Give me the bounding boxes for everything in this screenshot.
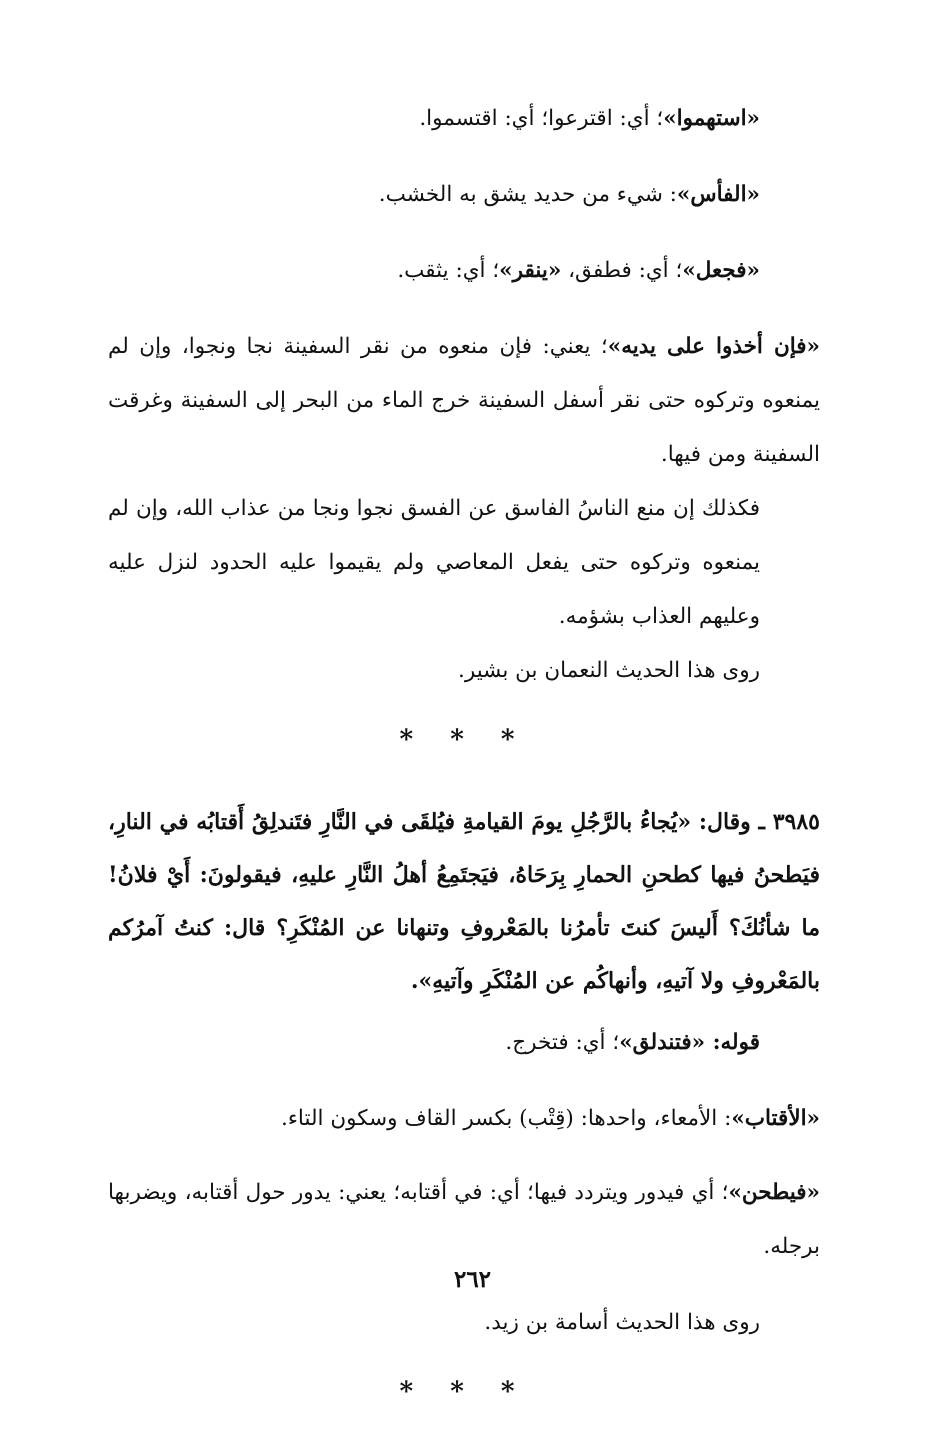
gloss-lead: قوله: (705, 1030, 760, 1055)
gloss-fajaala (108, 244, 820, 298)
gloss-text: ؛ أي: فتخرج. (505, 1030, 620, 1055)
page-body (108, 92, 820, 1448)
gloss-term: «استهموا» (663, 106, 760, 131)
gloss-alaqtab (108, 1092, 820, 1146)
gloss-fayathanu (108, 1166, 820, 1274)
narrator-line-2 (108, 1296, 820, 1350)
gloss-term: «فإن أخذوا على يديه» (607, 334, 820, 359)
gloss-akhadhu (108, 320, 820, 482)
gloss-fatandaliq (108, 1016, 820, 1070)
gloss-term: «الأقتاب» (731, 1106, 820, 1131)
commentary-text: فكذلك إن منع الناسُ الفاسق عن الفسق نجوا ونجا من عذاب الله، وإن لم يمنعوه وتركوه حتى يفعل المعاصي ولم يقيموا عليه الحدود لنزل عليه وعليهم العذاب بشؤمه. (108, 496, 760, 629)
section-separator: * * * (399, 725, 529, 755)
gloss-text: ؛ يعني: فإن منعوه من نقر السفينة نجا ونجوا، وإن لم يمنعوه وتركوه حتى نقر أسفل السفينة خرج الماء من البحر إلى السفينة وغرقت السفينة ومن فيها. (108, 334, 820, 467)
narrator-text: روى هذا الحديث النعمان بن بشير. (458, 658, 760, 683)
narrator-text: روى هذا الحديث أسامة بن زيد. (484, 1310, 760, 1335)
narrator-line-1 (108, 644, 820, 698)
gloss-alfas (108, 168, 820, 222)
gloss-text: : الأمعاء، واحدها: (قِتْب) بكسر القاف وسكون التاء. (280, 1106, 732, 1131)
hadith-text: ٣٩٨٥ ـ وقال: «يُجاءُ بالرَّجُلِ يومَ القيامةِ فيُلقَى في النَّارِ فتَندلِقُ أَقتابُه في النارِ، فيَطحنُ فيها كطحنِ الحمارِ بِرَحَاهُ، فيَجتَمِعُ أهلُ النَّارِ عليهِ، فيقولونَ: أَيْ فلانُ! ما شأنُكَ؟ أَليسَ كنتَ تأمرُنا بالمَعْروفِ وتنهانا عن المُنْكَرِ؟ قال: كنتُ آمرُكم بالمَعْروفِ ولا آتيهِ، وأنهاكُم عن المُنْكَرِ وآتيهِ». (108, 809, 820, 994)
gloss-term-secondary: «ينقر» (499, 258, 562, 283)
gloss-term: «الفأس» (676, 182, 760, 207)
gloss-istahamu (108, 92, 820, 146)
gloss-term: «فيطحن» (728, 1180, 820, 1205)
gloss-text-secondary: ؛ أي: يثقب. (397, 258, 500, 283)
gloss-term: «فتندلق» (619, 1030, 706, 1055)
page-number: ٢٦٢ (453, 1266, 492, 1293)
commentary-paragraph (108, 482, 820, 644)
gloss-term: «فجعل» (682, 258, 760, 283)
section-separator-bottom: * * * (399, 1377, 529, 1407)
gloss-text: ؛ أي: فطفق، (561, 258, 683, 283)
gloss-text: : شيء من حديد يشق به الخشب. (378, 182, 677, 207)
gloss-text: ؛ أي: اقترعوا؛ أي: اقتسموا. (419, 106, 664, 131)
gloss-text: ؛ أي فيدور ويتردد فيها؛ أي: في أقتابه؛ يعني: يدور حول أقتابه، ويضربها برجله. (108, 1180, 820, 1259)
